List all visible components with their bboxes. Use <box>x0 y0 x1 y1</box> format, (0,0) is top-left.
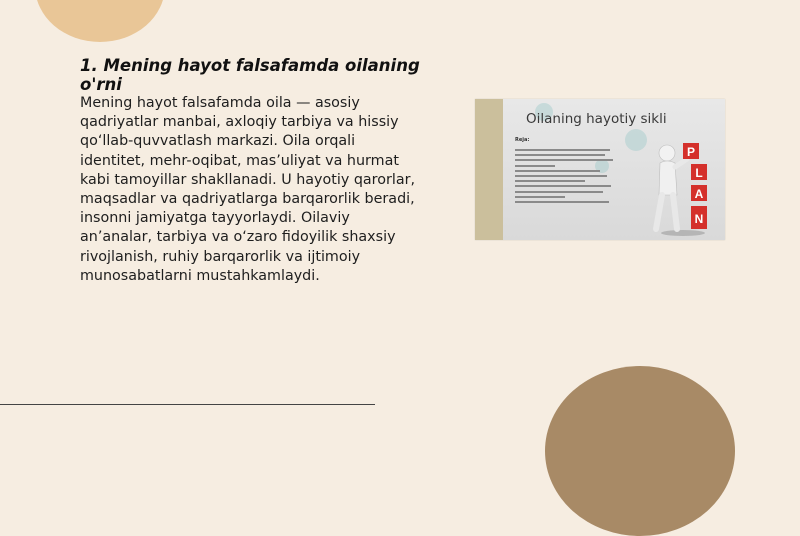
decorative-circle-top <box>35 0 165 42</box>
plan-letter-a: A <box>694 187 704 201</box>
slide-image-text-lines <box>515 149 615 206</box>
decorative-circle-bottom <box>545 366 735 536</box>
slide-image-side-band <box>475 99 503 240</box>
slide-image-subtitle: Reja: <box>515 137 530 143</box>
embedded-slide-image <box>475 99 725 240</box>
bubble-decoration <box>625 129 647 151</box>
figure-leg <box>673 195 677 229</box>
plan-letter-l: L <box>695 166 703 180</box>
slide-image-title: Oilaning hayotiy sikli <box>526 111 667 127</box>
horizontal-divider <box>0 404 375 405</box>
plan-letter-p: P <box>686 145 696 159</box>
plan-letter-blocks <box>683 143 707 229</box>
figure-leg <box>656 195 662 229</box>
figure-head <box>659 145 675 161</box>
slide-heading: 1. Mening hayot falsafamda oilaning o'rni <box>80 56 420 94</box>
figure-shadow <box>661 230 705 236</box>
plan-figure-illustration <box>647 137 725 237</box>
body-paragraph: Mening hayot falsafamda oila — asosiy qadriyatlar manbai, axloqiy tarbiya va hissiy qo‘llab-quvvatlash markazi. Oila orqali identitet, mehr-oqibat, mas’uliyat va hurmat kabi tamoyillar shakllanadi. U hayotiy qarorlar, maqsadlar va qadriyatlarga barqarorlik beradi, insonni jamiyatga tayyorlaydi. Oilaviy an’analar, tarbiya va o‘zaro fidoyilik shaxsiy rivojlanish, ruhiy barqarorlik va ijtimoiy munosabatlarni mustahkamlaydi. <box>80 95 415 284</box>
figure-arm <box>675 159 687 167</box>
plan-letter-n: N <box>694 212 704 226</box>
